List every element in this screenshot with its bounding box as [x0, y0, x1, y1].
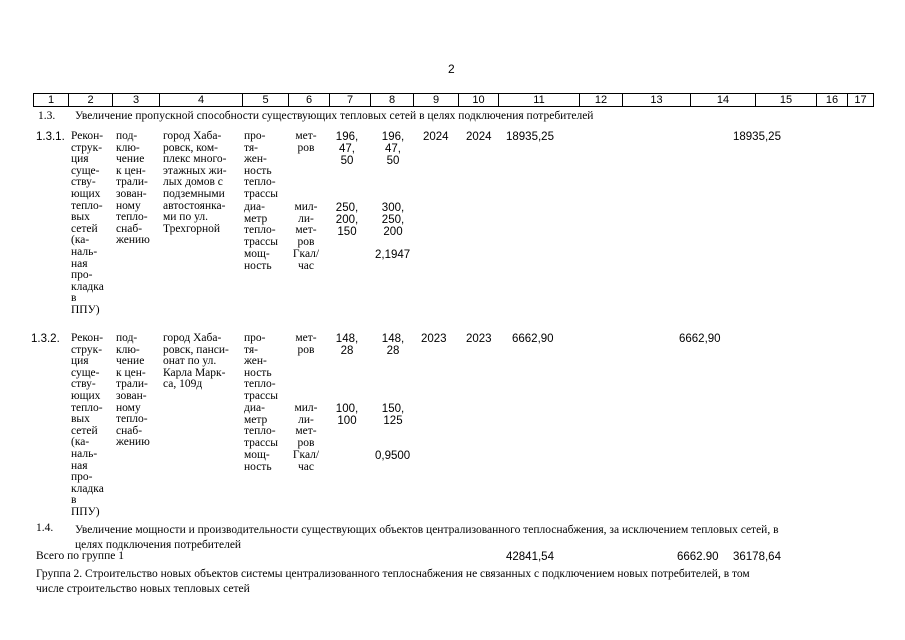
param-power: мощ- ность — [244, 449, 272, 473]
header-col: 1 — [34, 94, 69, 106]
header-col: 2 — [69, 94, 113, 106]
param-power: мощ- ность — [244, 248, 272, 272]
header-col: 15 — [756, 94, 817, 106]
unit-gcal: Гкал/ час — [292, 248, 320, 272]
total-col15: 36178,64 — [733, 551, 781, 563]
object-name: Рекон- струк- ция суще- ству- ющих тепло- вых сетей (ка- наль- ная про- кладка в ППУ) — [71, 332, 104, 518]
row-number: 1.3.1. — [36, 131, 65, 143]
year-start: 2024 — [423, 131, 449, 143]
purpose: под- клю- чение к цен- трали- зован- ному тепло- снаб- жению — [116, 130, 150, 247]
cost-col15: 18935,25 — [733, 131, 781, 143]
total-cost: 42841,54 — [506, 551, 554, 563]
total-label: Всего по группе 1 — [36, 550, 124, 562]
unit-millimeters: мил- ли- мет- ров — [294, 402, 318, 449]
year-end: 2024 — [466, 131, 492, 143]
unit-gcal: Гкал/ час — [292, 449, 320, 473]
value-before-diameter: 100, 100 — [335, 403, 359, 427]
section-number: 1.3. — [38, 110, 56, 122]
param-length: про- тя- жен- ность тепло- трассы — [244, 332, 278, 402]
cost-total: 18935,25 — [506, 131, 554, 143]
header-col: 6 — [289, 94, 330, 106]
param-diameter: диа- метр тепло- трассы — [244, 402, 278, 449]
header-col: 17 — [854, 94, 867, 106]
header-col: 4 — [160, 94, 243, 106]
value-after-power: 0,9500 — [375, 450, 411, 462]
section-number: 1.4. — [36, 522, 54, 534]
purpose: под- клю- чение к цен- трали- зован- ному тепло- снаб- жению — [116, 332, 150, 449]
unit-millimeters: мил- ли- мет- ров — [294, 201, 318, 248]
cost-total: 6662,90 — [512, 333, 554, 345]
header-col: 16 — [817, 94, 848, 106]
total-col14: 6662.90 — [677, 551, 719, 563]
param-length: про- тя- жен- ность тепло- трассы — [244, 130, 278, 200]
value-after-power: 2,1947 — [375, 249, 411, 261]
header-col: 12 — [580, 94, 623, 106]
header-col: 7 — [330, 94, 371, 106]
value-after-length: 196, 47, 50 — [381, 131, 405, 167]
object-name: Рекон- струк- ция суще- ству- ющих тепло- вых сетей (ка- наль- ная про- кладка в ППУ) — [71, 130, 104, 316]
value-before-length: 196, 47, 50 — [335, 131, 359, 167]
cost-col14: 6662,90 — [679, 333, 721, 345]
header-col: 14 — [691, 94, 756, 106]
year-end: 2023 — [466, 333, 492, 345]
header-col: 13 — [623, 94, 691, 106]
header-col: 5 — [243, 94, 289, 106]
value-after-diameter: 300, 250, 200 — [381, 202, 405, 238]
year-start: 2023 — [421, 333, 447, 345]
row-number: 1.3.2. — [31, 333, 60, 345]
header-col: 3 — [113, 94, 160, 106]
page-number: 2 — [448, 62, 455, 76]
value-before-diameter: 250, 200, 150 — [335, 202, 359, 238]
location: город Хаба- ровск, ком- плекс много- этажных жи- лых домов с подземными автостоянка- ми по ул. Трехгорной — [163, 130, 227, 235]
section-title: Увеличение мощности и производительности существующих объектов централизованного теплоснабжения, за исключением тепловых сетей, в целях подключения потребителей — [75, 524, 779, 551]
unit-meters: мет- ров — [295, 332, 317, 356]
header-col: 11 — [499, 94, 580, 106]
header-col: 10 — [459, 94, 499, 106]
section-title: Увеличение пропускной способности существующих тепловых сетей в целях подключения потребителей — [75, 110, 594, 122]
column-number-header — [33, 93, 874, 107]
value-before-length: 148, 28 — [335, 333, 359, 357]
unit-meters: мет- ров — [295, 130, 317, 154]
header-col: 8 — [371, 94, 414, 106]
value-after-length: 148, 28 — [381, 333, 405, 357]
param-diameter: диа- метр тепло- трассы — [244, 201, 278, 248]
group-title: Группа 2. Строительство новых объектов системы централизованного теплоснабжения не связанных с подключением новых потребителей, в том числе строительство новых тепловых сетей — [36, 568, 750, 595]
header-col: 9 — [414, 94, 459, 106]
value-after-diameter: 150, 125 — [381, 403, 405, 427]
location: город Хаба- ровск, панси- онат по ул. Карла Марк- са, 109д — [163, 332, 229, 391]
